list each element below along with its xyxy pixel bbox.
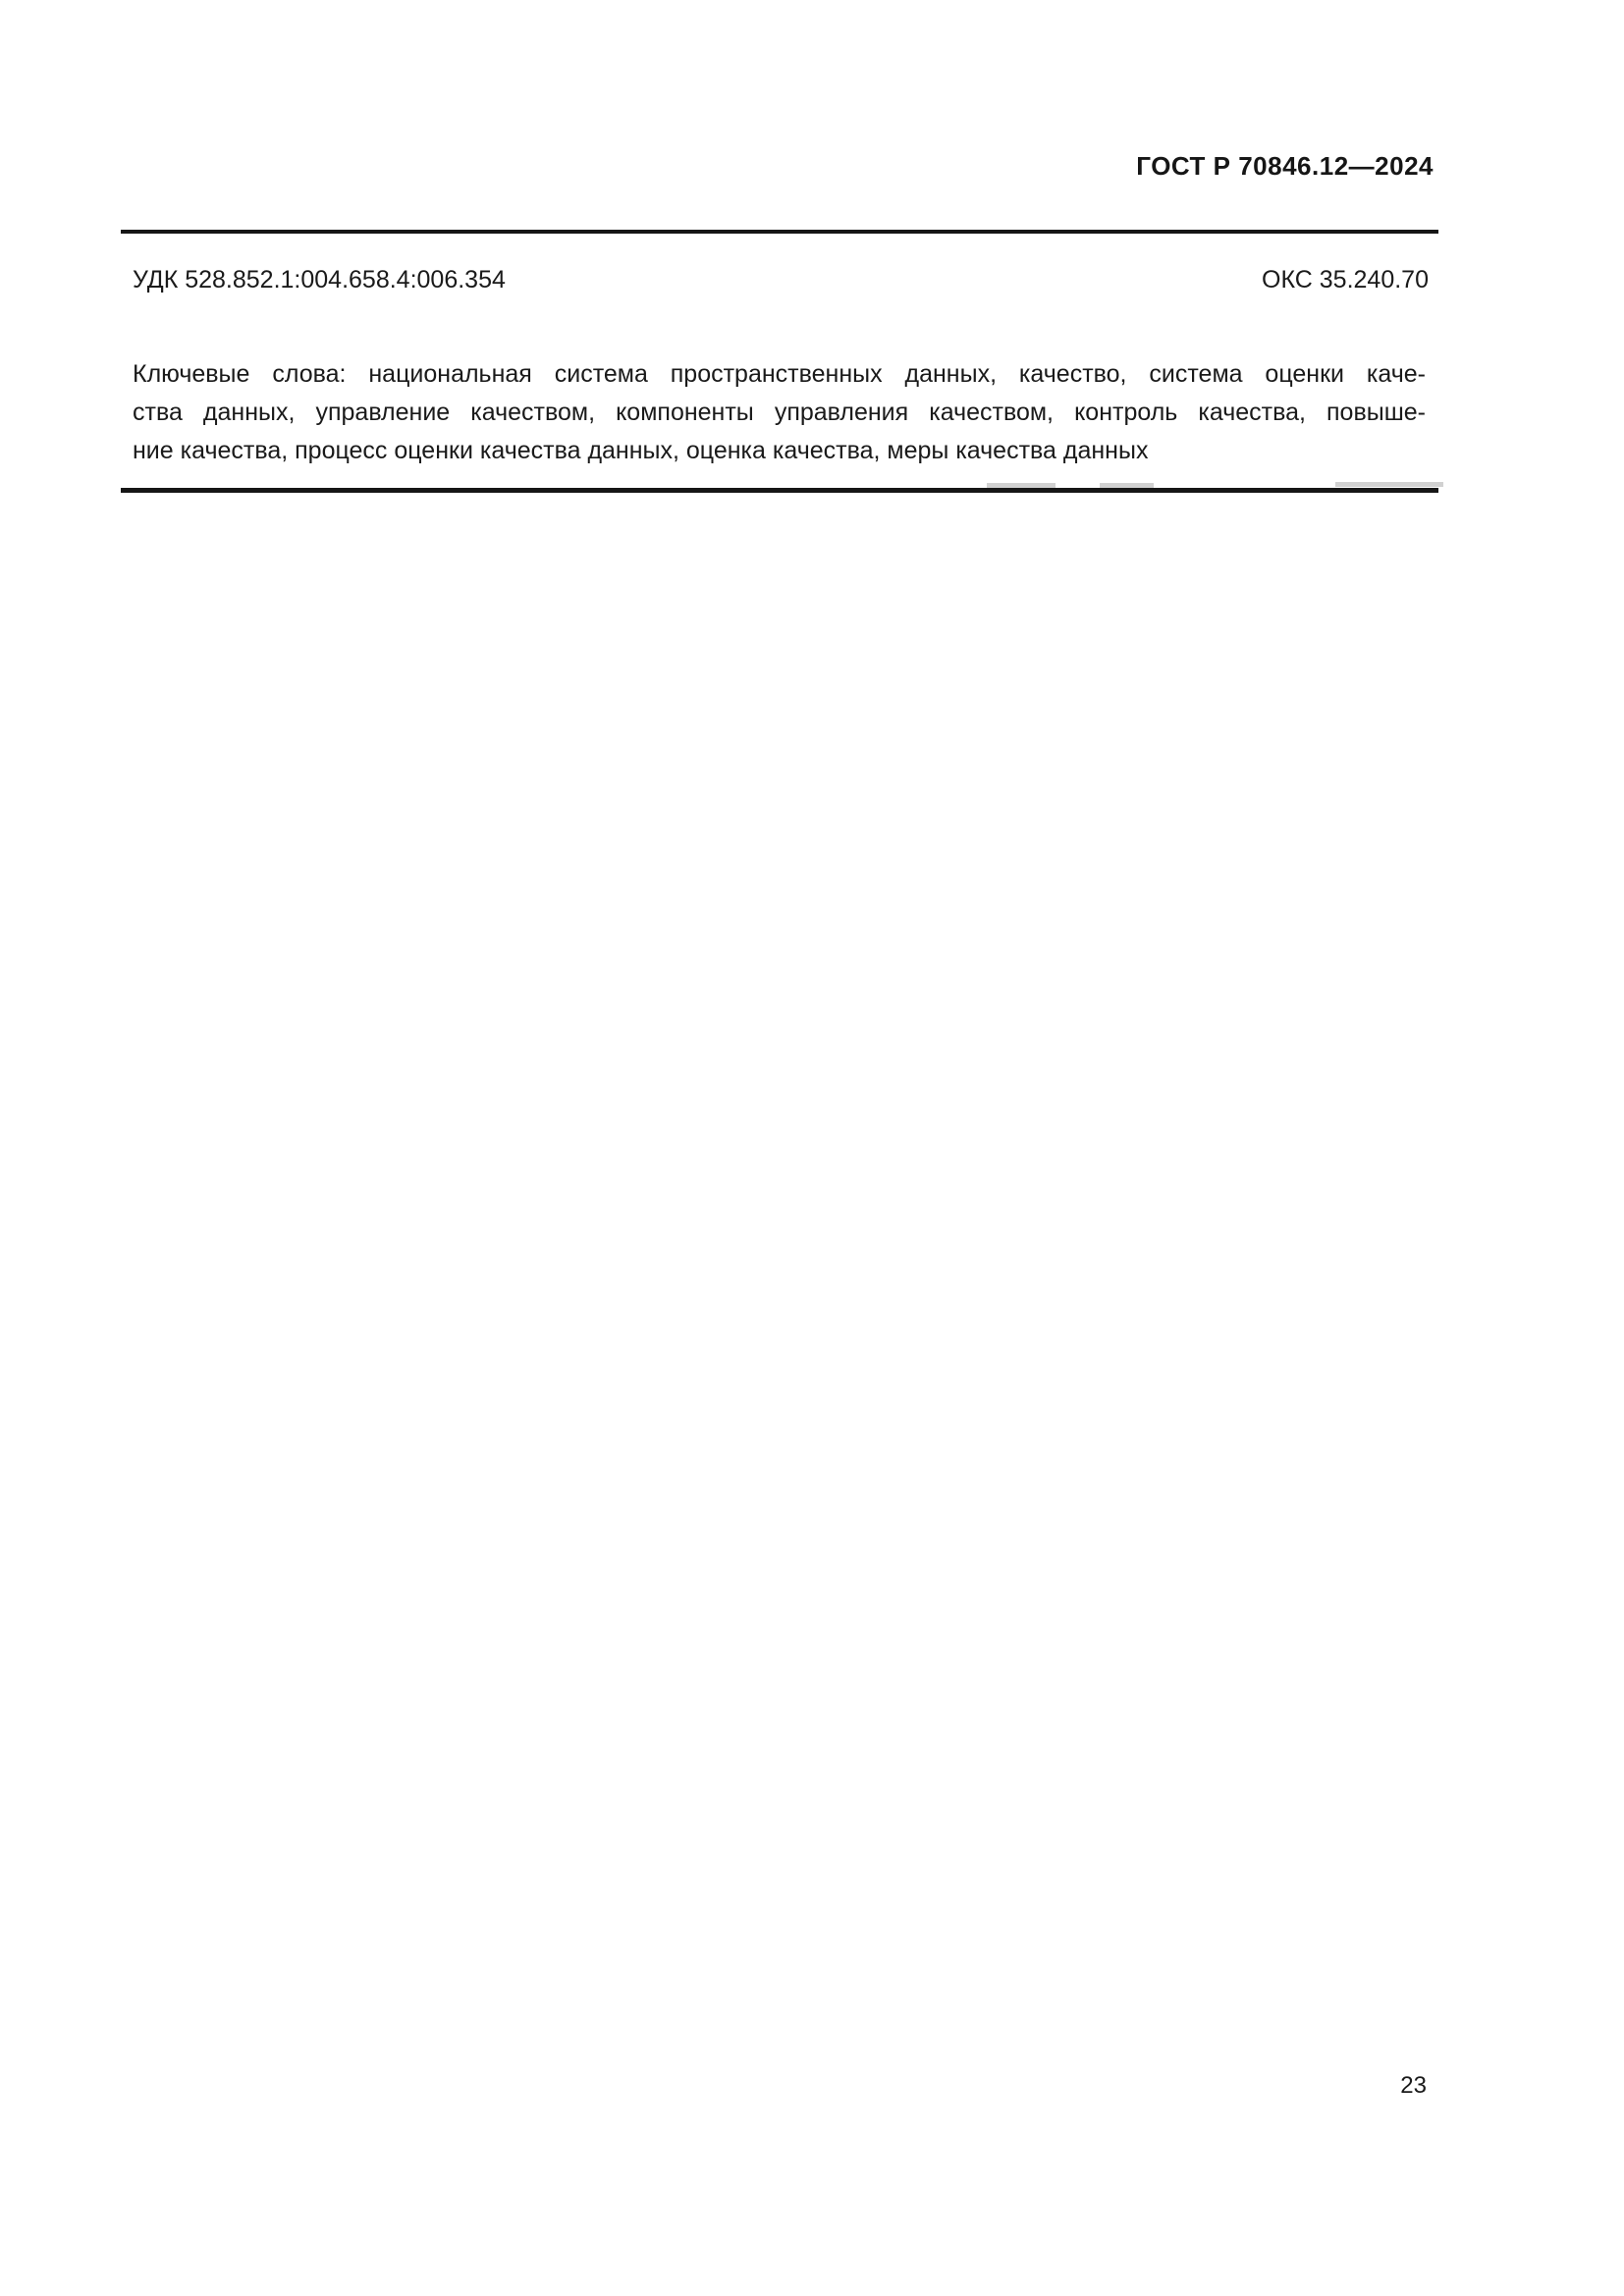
keywords-line-1: Ключевые слова: национальная система пространственных данных, качество, система оценки каче- [133,360,1426,388]
scan-artifact [1100,483,1154,488]
document-header-designation: ГОСТ Р 70846.12—2024 [1136,151,1434,181]
oks-code: ОКС 35.240.70 [1262,266,1429,294]
bottom-rule-divider [121,488,1438,493]
scan-artifact [1335,482,1443,487]
classification-row [133,266,1429,294]
top-rule-divider [121,230,1438,234]
udk-code: УДК 528.852.1:004.658.4:006.354 [133,266,506,294]
keywords-line-3: ние качества, процесс оценки качества данных, оценка качества, меры качества данных [133,437,1149,464]
scan-artifact [987,483,1056,488]
page-number: 23 [1400,2072,1427,2099]
keywords-line-2: ства данных, управление качеством, компоненты управления качеством, контроль качества, повыше- [133,399,1426,426]
keywords-paragraph [133,355,1426,470]
